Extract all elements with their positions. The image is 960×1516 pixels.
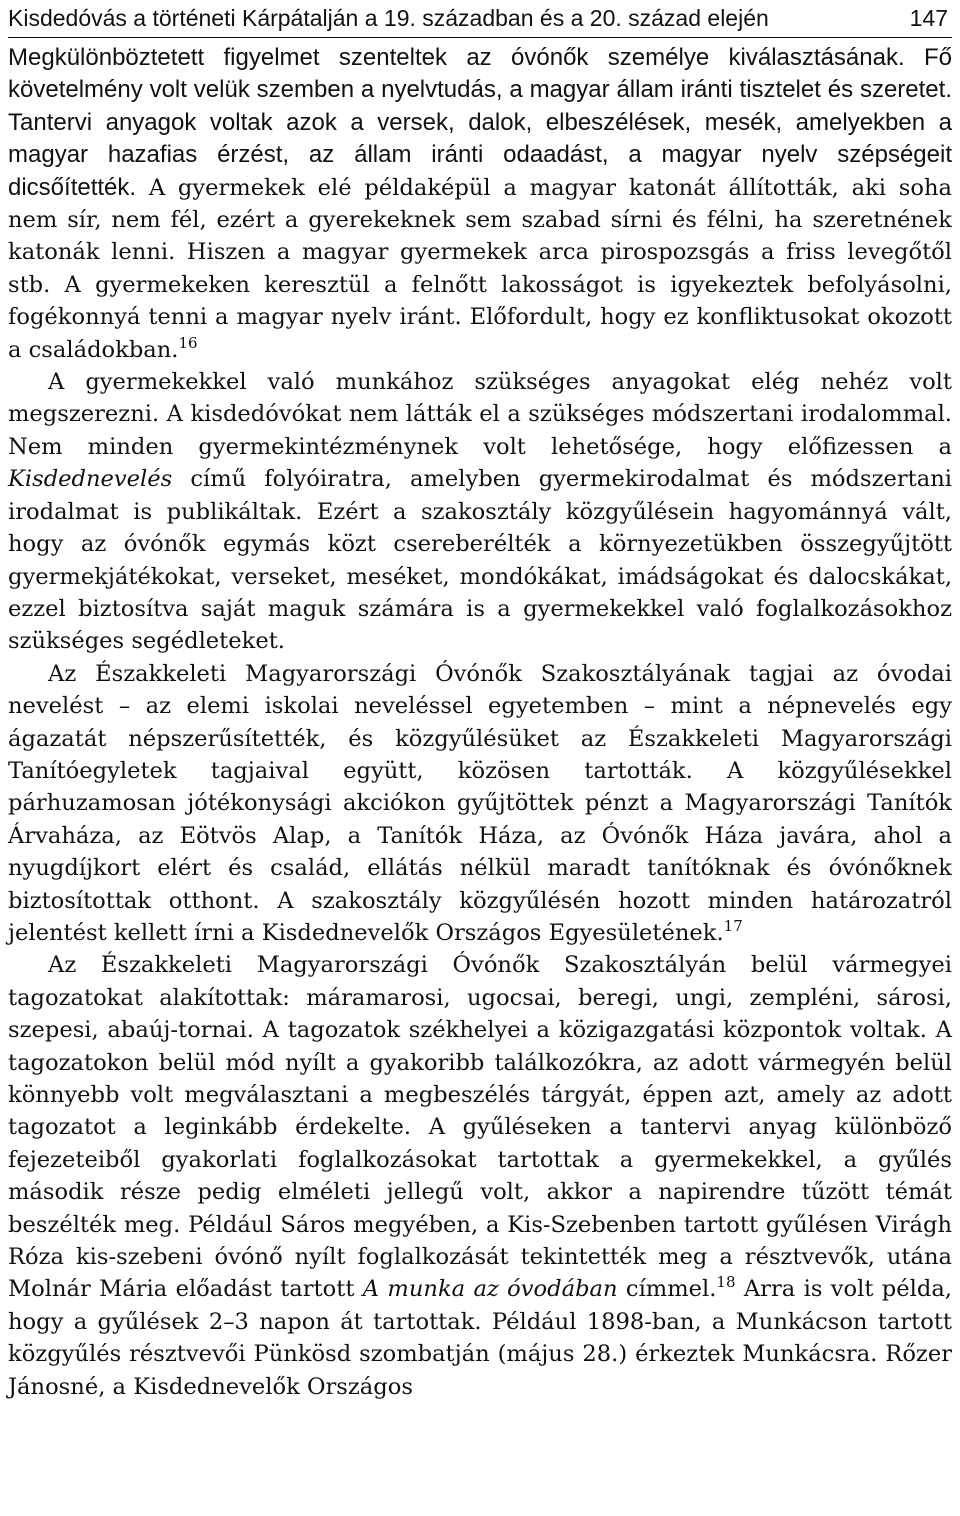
paragraph-3-text: Az Északkeleti Magyarországi Óvónők Szakosztályának tagjai az óvodai nevelést – az elemi iskolai neveléssel egyetemben – mint a népnevelés egy ágazatát népszerűsítették, és közgyűlésüket az Északkeleti Magyarországi Tanítóegyletek tagjaival együtt, közösen tartották. A közgyűlésekkel párhuzamosan jótékonysági akciókon gyűjtöttek pénzt a Magyarországi Tanítók Árvaháza, az Eötvös Alap, a Tanítók Háza, az Óvónők Háza javára, ahol a nyugdíjkort elért és család, ellátás nélkül maradt tanítóknak és óvónőknek biztosítottak otthont. A szakosztály közgyűlésén hozott minden határozatról jelentést kellett írni a Kisdednevelők Országos Egyesületének. <box>8 660 952 946</box>
footnote-ref-17[interactable]: 17 <box>723 916 743 935</box>
journal-title: Kisdednevelés <box>8 466 173 493</box>
footnote-ref-16[interactable]: 16 <box>178 333 198 352</box>
paragraph-4-text-b: címmel. <box>617 1276 717 1303</box>
paragraph-1-sans-text: Megkülönböztetett figyelmet szenteltek az óvónők személye kiválasztásának. Fő követelmény volt velük szemben a nyelvtudás, a magyar állam iránti tisztelet és szeretet. Tantervi anyagok voltak azok a versek, dalok, elbeszélések, mesék, amelyekben a magyar hazafias érzést, az állam iránti odaadást, a magyar nyelv szépségeit dicsőítették. <box>8 44 952 201</box>
document-page <box>8 0 952 1403</box>
running-header <box>8 0 952 38</box>
paragraph-2 <box>8 366 952 658</box>
paragraph-3 <box>8 658 952 950</box>
paragraph-4 <box>8 949 952 1403</box>
paragraph-1 <box>8 42 952 366</box>
running-title: Kisdedóvás a történeti Kárpátalján a 19. században és a 20. század elején <box>8 5 769 31</box>
paragraph-1-text: A gyermekek elé példaképül a magyar katonát állították, aki soha nem sír, nem fél, ezért a gyerekeknek sem szabad sírni és félni, ha szeretnének katonák lenni. Hiszen a magyar gyermekek arca pirospozsgás a friss levegőtől stb. A gyermekeken keresztül a felnőtt lakosságot is igyekeztek befolyásolni, fogékonnyá tenni a magyar nyelv iránt. Előfordult, hogy ez konfliktusokat okozott a családokban. <box>8 174 952 363</box>
paragraph-2-text-b: című folyóiratra, amelyben gyermekirodalmat és módszertani irodalmat is publikáltak. Ezért a szakosztály közgyűlésein hagyománnyá vált, hogy az óvónők egymás közt csereberélték a környezetükben összegyűjtött gyermekjátékokat, verseket, meséket, mondókákat, imádságokat és dalocskákat, ezzel biztosítva saját maguk számára is a gyermekekkel való foglalkozásokhoz szükséges segédleteket. <box>8 466 952 655</box>
footnote-ref-18[interactable]: 18 <box>716 1273 736 1292</box>
paragraph-4-text-a: Az Északkeleti Magyarországi Óvónők Szakosztályán belül vármegyei tagozatokat alakítottak: máramarosi, ugocsai, beregi, ungi, zempléni, sárosi, szepesi, abaúj-tornai. A tagozatok székhelyei a közigazgatási központok voltak. A tagozatokon belül mód nyílt a gyakoribb találkozókra, az adott vármegyén belül könnyebb volt megválasztani a megbeszélés tárgyát, éppen azt, amely az adott tagozatot a leginkább érdekelte. A gyűléseken a tantervi anyag különböző fejezeteiből gyakorlati foglalkozásokat tartottak a gyermekekkel, a gyűlés második része pedig elméleti jellegű volt, akkor a napirendre tűzött témát beszélték meg. Például Sáros megyében, a Kis-Szebenben tartott gyűlésen Virágh Róza kis-szebeni óvónő nyílt foglalkozását tekintették meg a résztvevők, utána Molnár Mária előadást tartott <box>8 952 952 1303</box>
body-text <box>8 42 952 1403</box>
page-number: 147 <box>909 5 948 31</box>
paragraph-2-text-a: A gyermekekkel való munkához szükséges anyagokat elég nehéz volt megszerezni. A kisdedóvókat nem látták el a szükséges módszertani irodalommal. Nem minden gyermekintézménynek volt lehetősége, hogy előfizessen a <box>8 369 952 460</box>
paragraph-4-text-c: Arra is volt példa, hogy a gyűlések 2–3 napon át tartottak. Például 1898-ban, a Munkácson tartott közgyűlés résztvevői Pünkösd szombatján (május 28.) érkeztek Munkácsra. Rőzer Jánosné, a Kisdednevelők Országos <box>8 1276 952 1400</box>
lecture-title: A munka az óvodában <box>362 1276 618 1303</box>
